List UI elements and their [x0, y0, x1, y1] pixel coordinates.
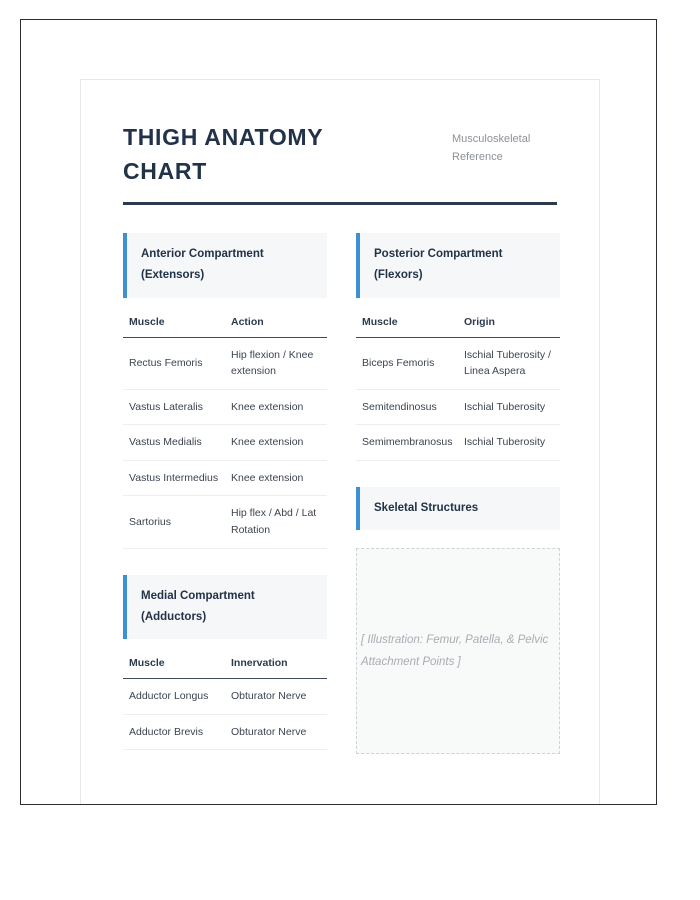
column-header-action: Action: [225, 316, 327, 338]
column-header-origin: Origin: [458, 316, 560, 338]
section-title-line2: (Extensors): [141, 269, 205, 282]
cell-muscle: Vastus Medialis: [123, 425, 225, 461]
table-row: [356, 337, 560, 389]
cell-muscle: Semitendinosus: [356, 389, 458, 425]
section-title-line1: Medial Compartment: [141, 589, 255, 602]
table-header-row: [356, 316, 560, 338]
cell-origin: Ischial Tuberosity: [458, 389, 560, 425]
section-title-line1: Anterior Compartment: [141, 248, 264, 261]
cell-action: Knee extension: [225, 425, 327, 461]
column-header-innervation: Innervation: [225, 657, 327, 679]
cell-muscle: Biceps Femoris: [356, 337, 458, 389]
illustration-placeholder-text: [ Illustration: Femur, Patella, & Pelvic Attachment Points ]: [361, 633, 549, 669]
cell-innervation: Obturator Nerve: [225, 679, 327, 715]
cell-action: Hip flex / Abd / Lat Rotation: [225, 496, 327, 548]
document-viewport-frame: [20, 19, 657, 805]
cell-muscle: Vastus Lateralis: [123, 389, 225, 425]
right-column: [356, 233, 560, 754]
cell-muscle: Vastus Intermedius: [123, 460, 225, 496]
anatomy-chart-document: [80, 79, 600, 805]
cell-muscle: Adductor Longus: [123, 679, 225, 715]
table-row: [356, 425, 560, 461]
header-divider: [123, 202, 557, 205]
table-row: [123, 679, 327, 715]
table-header-row: [123, 657, 327, 679]
cell-muscle: Adductor Brevis: [123, 714, 225, 750]
column-header-muscle: Muscle: [123, 316, 225, 338]
section-header-anterior-compartment: [123, 233, 327, 298]
cell-muscle: Rectus Femoris: [123, 337, 225, 389]
table-medial-compartment: [123, 657, 327, 750]
left-column: [123, 233, 327, 750]
cell-muscle: Sartorius: [123, 496, 225, 548]
table-row: [123, 496, 327, 548]
section-spacer: [123, 549, 327, 575]
cell-muscle: Semimembranosus: [356, 425, 458, 461]
document-header: [123, 120, 557, 188]
cell-action: Hip flexion / Knee extension: [225, 337, 327, 389]
cell-action: Knee extension: [225, 389, 327, 425]
section-header-skeletal-structures: [356, 487, 560, 530]
column-header-muscle: Muscle: [356, 316, 458, 338]
table-row: [123, 460, 327, 496]
section-header-posterior-compartment: [356, 233, 560, 298]
section-title-line1: Posterior Compartment: [374, 248, 503, 261]
cell-origin: Ischial Tuberosity / Linea Aspera: [458, 337, 560, 389]
section-title-line1: Skeletal Structures: [374, 501, 479, 514]
section-title-line2: (Flexors): [374, 269, 423, 282]
document-subtitle: Musculoskeletal Reference: [452, 133, 531, 163]
illustration-placeholder-box: [356, 548, 560, 754]
table-row: [123, 425, 327, 461]
table-anterior-compartment: [123, 316, 327, 549]
cell-innervation: Obturator Nerve: [225, 714, 327, 750]
section-header-medial-compartment: [123, 575, 327, 640]
table-header-row: [123, 316, 327, 338]
section-title-line2: (Adductors): [141, 610, 207, 623]
cell-origin: Ischial Tuberosity: [458, 425, 560, 461]
table-row: [356, 389, 560, 425]
table-row: [123, 714, 327, 750]
section-spacer: [356, 461, 560, 487]
cell-action: Knee extension: [225, 460, 327, 496]
chart-columns: [123, 233, 557, 754]
table-row: [123, 337, 327, 389]
table-row: [123, 389, 327, 425]
table-posterior-compartment: [356, 316, 560, 461]
column-header-muscle: Muscle: [123, 657, 225, 679]
page-title: THIGH ANATOMY CHART: [123, 124, 323, 185]
